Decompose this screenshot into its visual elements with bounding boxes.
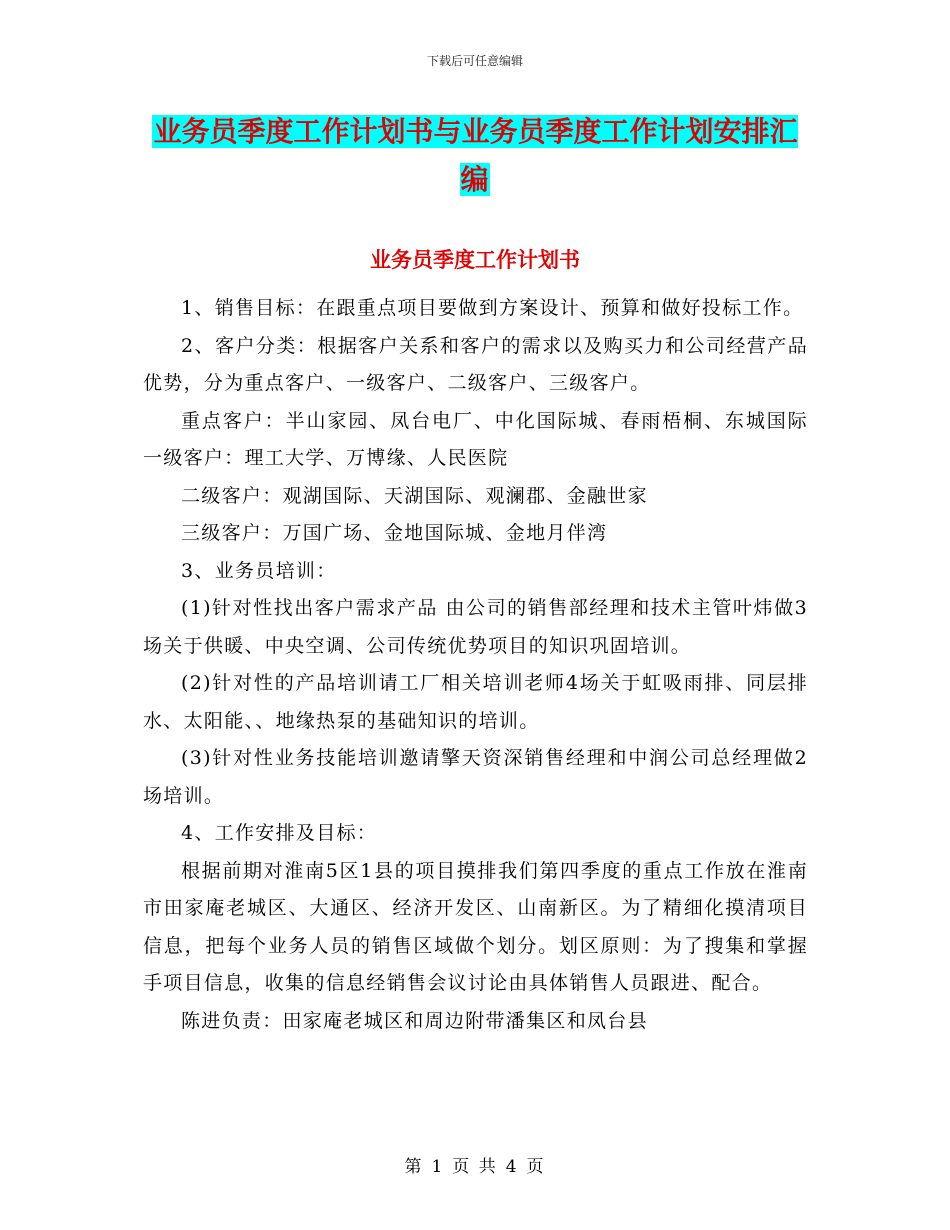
paragraph: 重点客户：半山家园、凤台电厂、中化国际城、春雨梧桐、东城国际 一级客户：理工大学、万博缘、人民医院 <box>143 409 808 469</box>
footer-suffix: 页 <box>526 1157 546 1177</box>
paragraph: (3)针对性业务技能培训邀请擎天资深销售经理和中润公司总经理做2场培训。 <box>143 747 808 807</box>
page-footer <box>0 1152 950 1177</box>
footer-page-number: 1 <box>431 1157 445 1177</box>
paragraph: (2)针对性的产品培训请工厂相关培训老师4场关于虹吸雨排、同层排水、太阳能、、地缘热泵的基础知识的培训。 <box>143 672 808 732</box>
footer-total-pages: 4 <box>505 1157 519 1177</box>
document-body <box>143 290 808 1040</box>
header-note: 下载后可任意编辑 <box>426 54 523 68</box>
paragraph: 4、工作安排及目标： <box>181 822 378 844</box>
paragraph: 二级客户：观湖国际、天湖国际、观澜郡、金融世家 <box>181 484 648 507</box>
paragraph: 3、业务员培训： <box>181 559 337 582</box>
section-title: 业务员季度工作计划书 <box>370 248 580 272</box>
footer-prefix: 第 <box>404 1157 424 1177</box>
paragraph: 1、销售目标：在跟重点项目要做到方案设计、预算和做好投标工作。 <box>181 297 804 319</box>
document-title <box>140 108 810 204</box>
paragraph: 三级客户：万国广场、金地国际城、金地月伴湾 <box>181 522 608 544</box>
paragraph: 2、客户分类：根据客户关系和客户的需求以及购买力和公司经营产品优势，分为重点客户、一级客户、二级客户、三级客户。 <box>143 334 808 394</box>
paragraph: 陈进负责：田家庵老城区和周边附带潘集区和凤台县 <box>181 1009 648 1032</box>
paragraph: (1)针对性找出客户需求产品 由公司的销售部经理和技术主管叶炜做3场关于供暖、中央空调、公司传统优势项目的知识巩固培训。 <box>143 597 808 657</box>
footer-middle: 页 共 <box>452 1157 498 1177</box>
paragraph: 根据前期对淮南5区1县的项目摸排我们第四季度的重点工作放在淮南市田家庵老城区、大通区、经济开发区、山南新区。为了精细化摸清项目信息，把每个业务人员的销售区域做个划分。划区原则：为了搜集和掌握手项目信息，收集的信息经销售会议讨论由具体销售人员跟进、配合。 <box>143 859 808 994</box>
document-title-text: 业务员季度工作计划书与业务员季度工作计划安排汇编 <box>153 115 798 196</box>
